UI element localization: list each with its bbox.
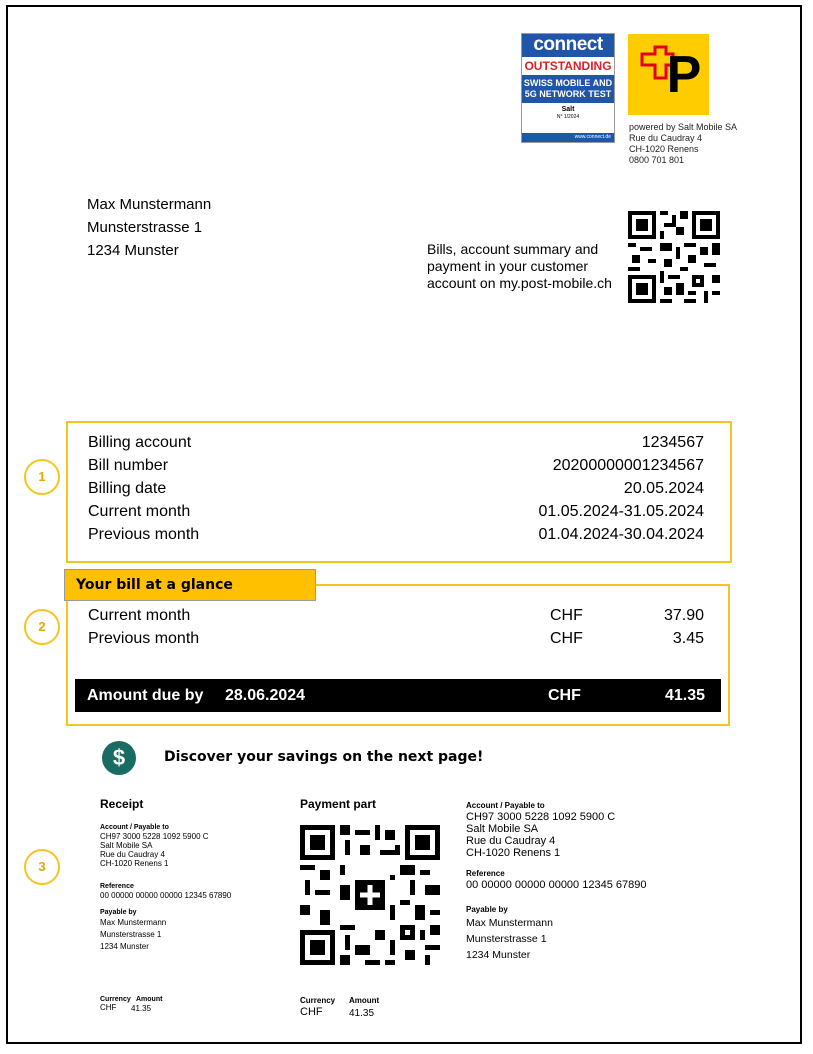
marker-3: 3 [24,849,60,885]
portal-note-line: payment in your customer [427,258,589,274]
receipt-payable-by [100,909,280,953]
recipient-line: Max Munstermann [87,196,212,213]
receipt-account-line: Salt Mobile SA [100,841,153,850]
payment-payable-line: Munsterstrasse 1 [466,933,547,945]
portal-qr-code[interactable] [628,211,720,303]
badge-site: www.connect.de [522,133,614,142]
info-label: Bill number [88,457,169,474]
swiss-qr-code[interactable] [300,825,440,965]
info-row-current-month [88,500,704,523]
receipt-account-line: CH97 3000 5228 1092 5900 C [100,832,209,841]
info-row-billing-date [88,477,704,500]
info-row-billing-account [88,431,704,454]
badge-test: SWISS MOBILE AND 5G NETWORK TEST [522,75,614,103]
amount-due-bar [75,679,721,712]
receipt-amount: 41.35 [131,1004,152,1013]
recipient-line: Munsterstrasse 1 [87,219,203,236]
badge-title: connect [522,34,614,57]
receipt-payable-line: 1234 Munster [100,942,149,951]
swiss-cross-icon [628,34,709,115]
info-row-bill-number [88,454,704,477]
amount-due-currency: CHF [548,687,581,704]
payment-payable-by-label: Payable by [466,905,508,914]
bill-summary-title: Your bill at a glance [64,569,316,601]
dollar-icon: $ [102,741,136,775]
amount-due-label: Amount due by [87,687,204,704]
payment-reference-label: Reference [466,869,505,878]
marker-2: 2 [24,609,60,645]
savings-note: Discover your savings on the next page! [164,749,484,765]
badge-rating: OUTSTANDING [524,59,612,73]
summary-row-current-month-label: Current month [88,607,191,624]
receipt-account [100,824,280,868]
summary-row-previous-amount: 3.45 [672,630,704,647]
payment-amount: 41.35 [349,1008,375,1019]
info-label: Current month [88,503,191,520]
account-info-box [66,421,732,563]
payment-payable-line: Max Munstermann [466,917,553,929]
payment-payable-line: 1234 Munster [466,949,531,961]
badge-issue: N° 1/2024 [556,114,580,120]
payment-reference-value: 00 00000 00000 00000 12345 67890 [466,879,647,891]
receipt-currency-label: Currency [100,996,131,1003]
payment-reference [466,869,766,891]
payment-currency-label: Currency [300,996,336,1005]
info-value: 01.04.2024-30.04.2024 [538,526,704,543]
payment-currency: CHF [300,1006,323,1018]
payment-payable-by [466,905,766,963]
summary-row-previous-currency: CHF [550,630,583,647]
post-logo [628,34,709,115]
receipt-reference-value: 00 00000 00000 00000 12345 67890 [100,891,232,900]
receipt-currency: CHF [100,1003,117,1012]
info-label: Billing date [88,480,167,497]
info-label: Previous month [88,526,200,543]
info-value: 20200000001234567 [552,457,704,474]
sender-address [629,122,737,166]
sender-line: 0800 701 801 [629,155,685,165]
connect-award-badge [521,33,615,143]
receipt-account-line: Rue du Caudray 4 [100,850,165,859]
receipt-reference-label: Reference [100,883,134,890]
info-value: 20.05.2024 [623,480,704,497]
receipt-amount-label: Amount [136,996,163,1003]
portal-note-line: account on my.post-mobile.ch [427,275,612,291]
summary-row-current-amount: 37.90 [663,607,704,624]
sender-line: CH-1020 Renens [629,144,699,154]
info-value: 01.05.2024-31.05.2024 [538,503,704,520]
marker-1: 1 [24,459,60,495]
payment-account-label: Account / Payable to [466,801,545,810]
receipt-account-label: Account / Payable to [100,824,169,831]
info-value: 1234567 [641,434,704,451]
payment-part-title: Payment part [300,797,377,811]
sender-line: Rue du Caudray 4 [629,133,703,143]
portal-note [427,241,612,292]
badge-brand: Salt [561,106,575,113]
receipt-payable-by-label: Payable by [100,909,137,916]
receipt-title: Receipt [100,797,144,811]
summary-row-current-currency: CHF [550,607,583,624]
recipient-line: 1234 Munster [87,242,179,259]
info-label: Billing account [88,434,192,451]
payment-account-line: Rue du Caudray 4 [466,835,556,847]
summary-row-previous-month-label: Previous month [88,630,200,647]
portal-note-line: Bills, account summary and [427,241,599,257]
payment-account-line: CH-1020 Renens 1 [466,847,561,859]
sender-line: powered by Salt Mobile SA [629,122,738,132]
payment-account-line: Salt Mobile SA [466,823,539,835]
info-row-previous-month [88,523,704,546]
receipt-account-line: CH-1020 Renens 1 [100,859,169,868]
amount-due-value: 41.35 [664,687,705,704]
payment-account-line: CH97 3000 5228 1092 5900 C [466,811,616,823]
payment-account [466,801,766,859]
post-logo-letter: P [666,46,702,104]
receipt-payable-line: Max Munstermann [100,918,167,927]
receipt-payable-line: Munsterstrasse 1 [100,930,162,939]
payment-amount-label: Amount [349,996,380,1005]
receipt-reference [100,883,280,900]
recipient-address [87,193,211,262]
amount-due-date: 28.06.2024 [225,687,306,704]
